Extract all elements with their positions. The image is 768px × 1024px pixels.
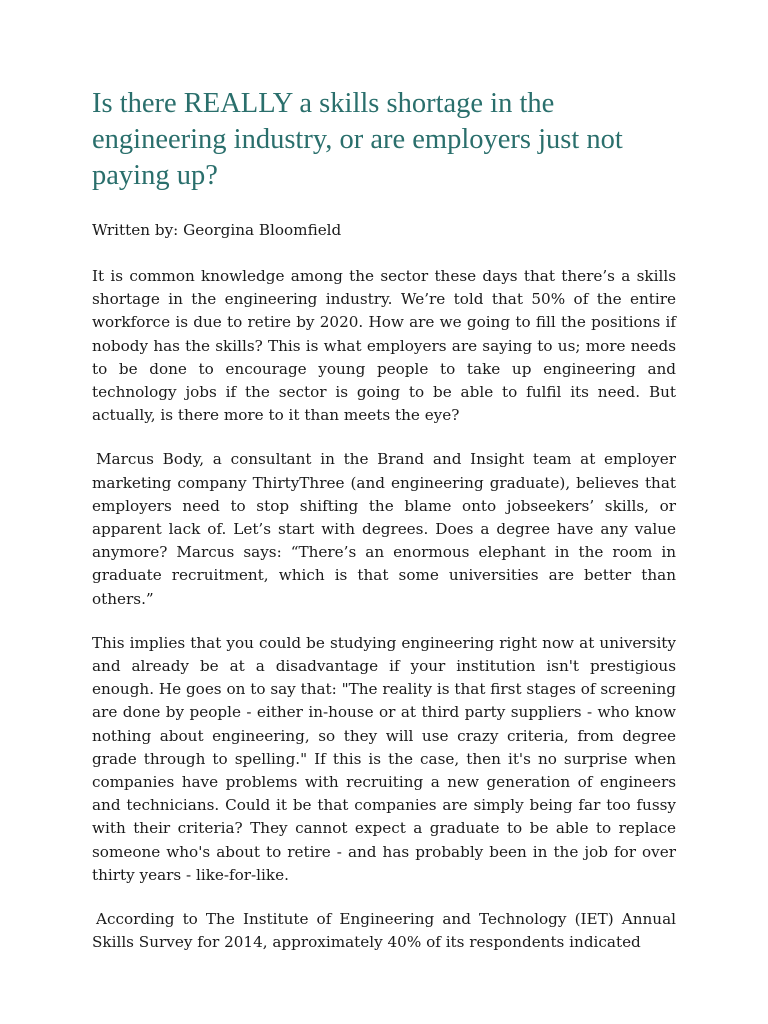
document-page [92, 86, 676, 954]
paragraph-marcus-body: Marcus Body, a consultant in the Brand and Insight team at employer marketing company ThirtyThree (and engineering graduate), believes that employers need to stop shifting the blame onto jobseekers’ skills, or apparent lack of. Let’s start with degrees. Does a degree have any value anymore? Marcus says: “There’s an enormous elephant in the room in graduate recruitment, which is that some universities are better than others.” [92, 450, 676, 608]
paragraph-iet-survey: According to The Institute of Engineering and Technology (IET) Annual Skills Survey for 2014, approximately 40% of its respondents indicated [92, 910, 676, 952]
paragraph-screening: This implies that you could be studying engineering right now at university and already be at a disadvantage if your institution isn't prestigious enough. He goes on to say that: "The reality is that first stages of screening are done by people - either in-house or at third party suppliers - who know nothing about engineering, so they will use crazy criteria, from degree grade through to spelling." If this is the case, then it's no surprise when companies have problems with recruiting a new generation of engineers and technicians. Could it be that companies are simply being far too fussy with their criteria? They cannot expect a graduate to be able to replace someone who's about to retire - and has probably been in the job for over thirty years - like-for-like. [92, 633, 676, 884]
paragraph-intro: It is common knowledge among the sector these days that there’s a skills shortage in the engineering industry. We’re told that 50% of the entire workforce is due to retire by 2020. How are we going to fill the positions if nobody has the skills? This is what employers are saying to us; more needs to be done to encourage young people to take up engineering and technology jobs if the sector is going to be able to fulfil its need. But actually, is there more to it than meets the eye? [92, 267, 676, 425]
author-byline: Written by: Georgina Bloomfield [92, 221, 342, 239]
article-title: Is there REALLY a skills shortage in the engineering industry, or are employers just not paying up? [92, 88, 623, 191]
